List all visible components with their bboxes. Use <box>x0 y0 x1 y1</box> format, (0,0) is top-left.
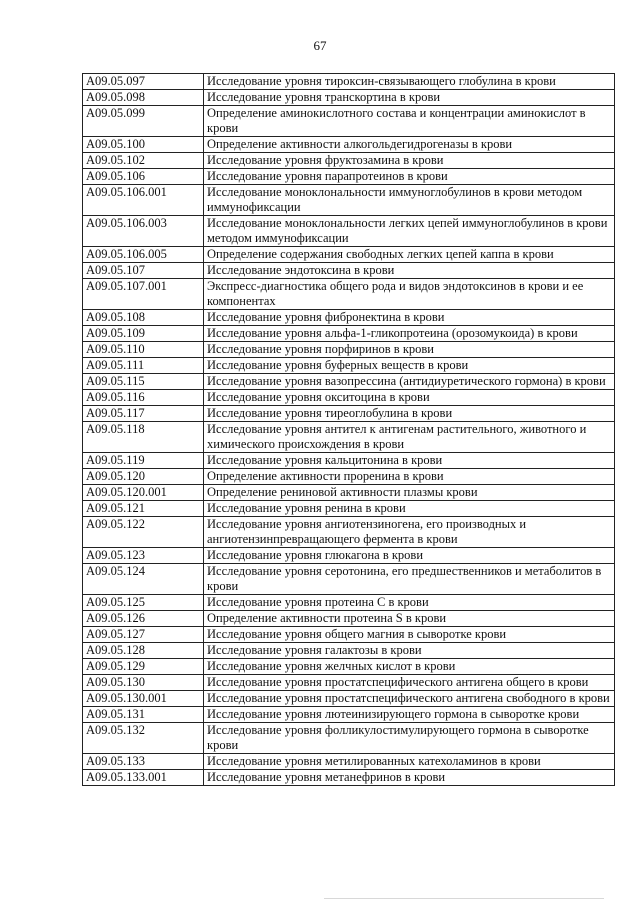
table-row <box>83 153 615 169</box>
service-code: A09.05.117 <box>83 406 204 422</box>
service-name: Определение аминокислотного состава и концентрации аминокислот в крови <box>204 106 615 137</box>
service-name: Исследование уровня желчных кислот в крови <box>204 659 615 675</box>
service-name: Определение активности проренина в крови <box>204 469 615 485</box>
service-name: Исследование уровня порфиринов в крови <box>204 342 615 358</box>
page-number: 67 <box>313 38 327 53</box>
table-row <box>83 675 615 691</box>
table-row <box>83 263 615 279</box>
service-code: A09.05.129 <box>83 659 204 675</box>
table-row <box>83 422 615 453</box>
table-row <box>83 707 615 723</box>
service-code: A09.05.126 <box>83 611 204 627</box>
table-row <box>83 611 615 627</box>
service-code: A09.05.130.001 <box>83 691 204 707</box>
services-table-body <box>83 74 615 786</box>
service-name: Исследование моноклональности иммуноглобулинов в крови методом иммунофиксации <box>204 185 615 216</box>
table-row <box>83 310 615 326</box>
table-row <box>83 90 615 106</box>
service-name: Исследование уровня парапротеинов в крови <box>204 169 615 185</box>
service-code: A09.05.125 <box>83 595 204 611</box>
service-name: Исследование уровня тироксин-связывающего глобулина в крови <box>204 74 615 90</box>
service-name: Исследование уровня окситоцина в крови <box>204 390 615 406</box>
service-code: A09.05.109 <box>83 326 204 342</box>
service-name: Исследование уровня транскортина в крови <box>204 90 615 106</box>
service-name: Исследование моноклональности легких цепей иммуноглобулинов в крови методом иммунофиксации <box>204 216 615 247</box>
service-name: Исследование уровня буферных веществ в крови <box>204 358 615 374</box>
service-name: Исследование уровня альфа-1-гликопротеина (орозомукоида) в крови <box>204 326 615 342</box>
service-code: A09.05.120 <box>83 469 204 485</box>
service-code: A09.05.102 <box>83 153 204 169</box>
table-row <box>83 754 615 770</box>
service-code: A09.05.131 <box>83 707 204 723</box>
service-code: A09.05.115 <box>83 374 204 390</box>
service-code: A09.05.099 <box>83 106 204 137</box>
scan-edge-line <box>324 898 604 899</box>
service-code: A09.05.116 <box>83 390 204 406</box>
service-code: A09.05.123 <box>83 548 204 564</box>
table-row <box>83 106 615 137</box>
service-code: A09.05.097 <box>83 74 204 90</box>
service-name: Исследование уровня простатспецифического антигена общего в крови <box>204 675 615 691</box>
table-row <box>83 216 615 247</box>
table-row <box>83 643 615 659</box>
service-code: A09.05.132 <box>83 723 204 754</box>
table-row <box>83 723 615 754</box>
service-code: A09.05.118 <box>83 422 204 453</box>
table-row <box>83 358 615 374</box>
services-table <box>82 73 615 786</box>
service-name: Определение рениновой активности плазмы крови <box>204 485 615 501</box>
table-row <box>83 548 615 564</box>
service-code: A09.05.107.001 <box>83 279 204 310</box>
table-row <box>83 691 615 707</box>
table-row <box>83 453 615 469</box>
service-name: Исследование уровня тиреоглобулина в крови <box>204 406 615 422</box>
table-row <box>83 74 615 90</box>
table-row <box>83 137 615 153</box>
table-row <box>83 501 615 517</box>
service-name: Определение содержания свободных легких цепей каппа в крови <box>204 247 615 263</box>
service-name: Исследование уровня метилированных катехоламинов в крови <box>204 754 615 770</box>
service-code: A09.05.121 <box>83 501 204 517</box>
table-row <box>83 659 615 675</box>
service-name: Экспресс-диагностика общего рода и видов эндотоксинов в крови и ее компонентах <box>204 279 615 310</box>
service-name: Исследование уровня галактозы в крови <box>204 643 615 659</box>
table-row <box>83 517 615 548</box>
table-row <box>83 185 615 216</box>
service-name: Исследование уровня простатспецифического антигена свободного в крови <box>204 691 615 707</box>
service-name: Исследование уровня вазопрессина (антидиуретического гормона) в крови <box>204 374 615 390</box>
service-name: Определение активности протеина S в крови <box>204 611 615 627</box>
service-code: A09.05.119 <box>83 453 204 469</box>
table-row <box>83 279 615 310</box>
table-row <box>83 485 615 501</box>
service-code: A09.05.133.001 <box>83 770 204 786</box>
service-code: A09.05.106.001 <box>83 185 204 216</box>
service-code: A09.05.106.005 <box>83 247 204 263</box>
table-row <box>83 406 615 422</box>
service-code: A09.05.098 <box>83 90 204 106</box>
service-code: A09.05.124 <box>83 564 204 595</box>
service-code: A09.05.100 <box>83 137 204 153</box>
table-row <box>83 595 615 611</box>
table-row <box>83 169 615 185</box>
service-name: Определение активности алкогольдегидрогеназы в крови <box>204 137 615 153</box>
table-row <box>83 326 615 342</box>
table-row <box>83 627 615 643</box>
table-row <box>83 564 615 595</box>
table-row <box>83 247 615 263</box>
service-code: A09.05.122 <box>83 517 204 548</box>
table-row <box>83 374 615 390</box>
service-code: A09.05.127 <box>83 627 204 643</box>
table-row <box>83 390 615 406</box>
service-name: Исследование уровня общего магния в сыворотке крови <box>204 627 615 643</box>
table-row <box>83 469 615 485</box>
service-code: A09.05.128 <box>83 643 204 659</box>
service-name: Исследование уровня протеина C в крови <box>204 595 615 611</box>
service-code: A09.05.107 <box>83 263 204 279</box>
service-code: A09.05.111 <box>83 358 204 374</box>
service-code: A09.05.106.003 <box>83 216 204 247</box>
service-name: Исследование уровня антител к антигенам растительного, животного и химического происхождения в крови <box>204 422 615 453</box>
table-row <box>83 342 615 358</box>
service-code: A09.05.130 <box>83 675 204 691</box>
service-name: Исследование уровня фруктозамина в крови <box>204 153 615 169</box>
service-name: Исследование эндотоксина в крови <box>204 263 615 279</box>
service-code: A09.05.120.001 <box>83 485 204 501</box>
service-name: Исследование уровня глюкагона в крови <box>204 548 615 564</box>
service-name: Исследование уровня метанефринов в крови <box>204 770 615 786</box>
service-code: A09.05.106 <box>83 169 204 185</box>
service-code: A09.05.133 <box>83 754 204 770</box>
table-row <box>83 770 615 786</box>
service-name: Исследование уровня серотонина, его предшественников и метаболитов в крови <box>204 564 615 595</box>
service-code: A09.05.110 <box>83 342 204 358</box>
service-name: Исследование уровня фолликулостимулирующего гормона в сыворотке крови <box>204 723 615 754</box>
service-name: Исследование уровня ренина в крови <box>204 501 615 517</box>
service-name: Исследование уровня фибронектина в крови <box>204 310 615 326</box>
service-code: A09.05.108 <box>83 310 204 326</box>
service-name: Исследование уровня ангиотензиногена, его производных и ангиотензинпревращающего фермента в крови <box>204 517 615 548</box>
service-name: Исследование уровня лютеинизирующего гормона в сыворотке крови <box>204 707 615 723</box>
service-name: Исследование уровня кальцитонина в крови <box>204 453 615 469</box>
